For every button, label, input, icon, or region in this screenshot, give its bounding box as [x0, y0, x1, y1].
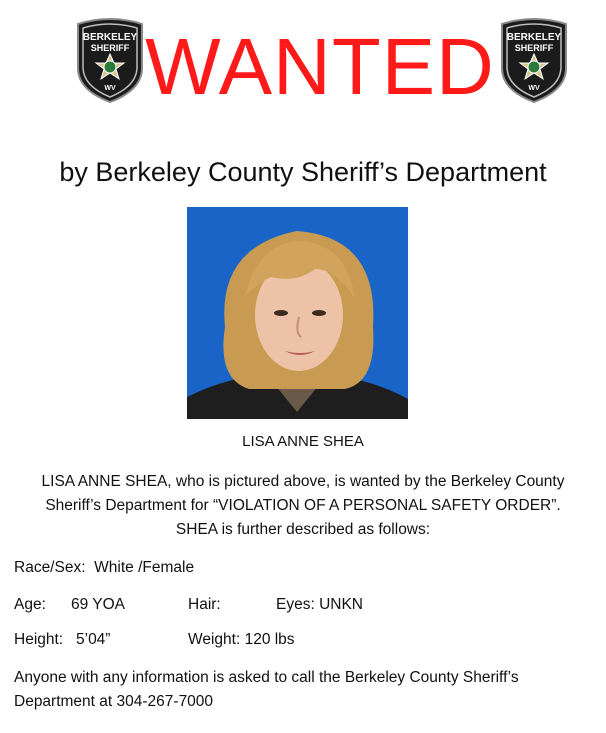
suspect-name-caption: LISA ANNE SHEA — [242, 433, 364, 450]
svg-text:WV: WV — [528, 85, 540, 92]
description-line: Sheriff’s Department for “VIOLATION OF A PERSONAL SAFETY ORDER”. — [45, 497, 561, 514]
svg-text:SHERIFF: SHERIFF — [514, 43, 554, 53]
suspect-photo — [187, 207, 408, 419]
contact-line: Department at 304-267-7000 — [14, 693, 214, 710]
description-line: SHEA is further described as follows: — [175, 521, 431, 538]
hair-label: Hair: — [188, 596, 221, 613]
svg-text:WV: WV — [104, 85, 116, 92]
suspect-description — [10, 470, 596, 542]
race-sex-row — [14, 558, 194, 578]
height-label: Height: — [14, 631, 64, 648]
svg-text:SHERIFF: SHERIFF — [90, 43, 130, 53]
age-value: 69 YOA — [71, 596, 126, 613]
sheriff-badge-right — [498, 16, 570, 104]
race-sex-value: White /Female — [94, 559, 195, 576]
sheriff-badge-left — [74, 16, 146, 104]
height-weight-row — [14, 630, 414, 650]
svg-text:BERKELEY: BERKELEY — [506, 32, 562, 43]
contact-line: Anyone with any information is asked to call the Berkeley County Sheriff’s — [14, 669, 519, 686]
eyes-text: Eyes: UNKN — [276, 596, 363, 613]
weight-text: Weight: 120 lbs — [188, 631, 295, 648]
description-line: LISA ANNE SHEA, who is pictured above, is wanted by the Berkeley County — [41, 473, 565, 490]
wanted-title: WANTED — [145, 22, 495, 111]
contact-info — [14, 666, 594, 714]
age-hair-eyes-row — [14, 595, 414, 615]
department-subtitle: by Berkeley County Sheriff’s Department — [59, 157, 547, 187]
height-value: 5’04” — [76, 631, 111, 648]
race-sex-label: Race/Sex: — [14, 559, 86, 576]
age-label: Age: — [14, 596, 46, 613]
svg-text:BERKELEY: BERKELEY — [82, 32, 138, 43]
